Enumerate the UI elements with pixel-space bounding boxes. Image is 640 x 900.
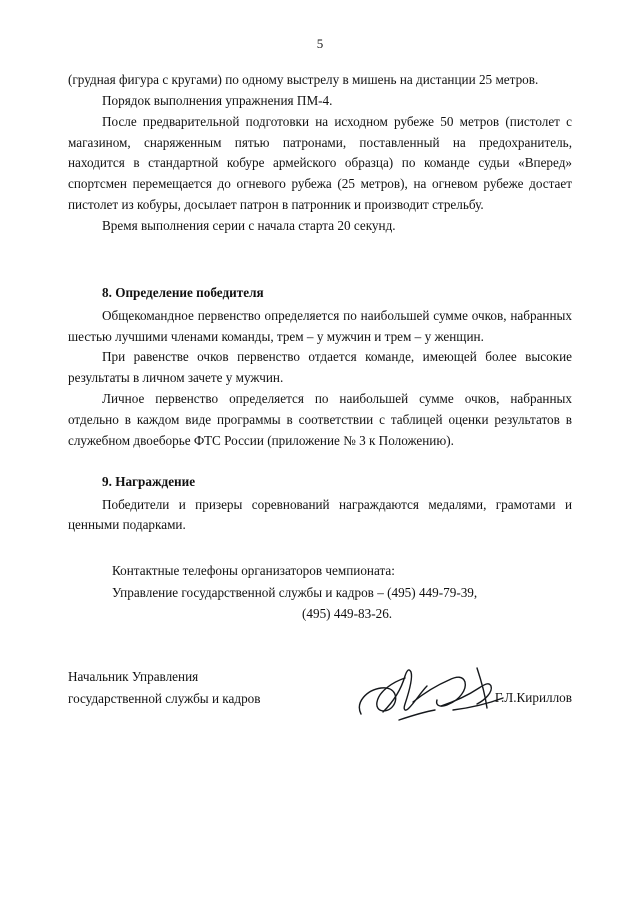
signatory-title-line-1: Начальник Управления [68,669,199,685]
paragraph: Личное первенство определяется по наибольшей сумме очков, набранных отдельно в каждом виде программы в соответствии с таблицей оценки результатов в служебном двоеборье ФТС России (приложение № 3 к Положению). [68,391,572,448]
paragraph: При равенстве очков первенство отдается команде, имеющей более высокие результаты в личном зачете у мужчин. [68,349,572,386]
spacer [68,237,572,263]
signature-block [68,666,572,756]
paragraph: Общекомандное первенство определяется по наибольшей сумме очков, набранных шестью лучшими членами команды, трем – у мужчин и трем – у женщин. [68,307,572,344]
document-body [68,70,572,756]
signatory-title-line-2: государственной службы и кадров [68,690,261,706]
paragraph: Порядок выполнения упражнения ПМ-4. [102,92,333,108]
signatory-title [68,666,338,709]
paragraph: (грудная фигура с кругами) по одному выстрелу в мишень на дистанции 25 метров. [68,72,539,87]
signatory-name: Г.Л.Кириллов [494,690,572,706]
contacts-block [68,560,572,624]
contacts-title: Контактные телефоны организаторов чемпионата: [112,563,395,579]
section-heading-9: 9. Награждение [102,473,196,489]
contacts-phone-line-1: Управление государственной службы и кадров – (495) 449-79-39, [112,584,478,600]
paragraph: После предварительной подготовки на исходном рубеже 50 метров (пистолет с магазином, снаряженным пятью патронами, поставленный на предохранитель, находится в стандартной кобуре армейского образца) по команде судьи «Вперед» спортсмен перемещается до огневого рубежа (25 метров), на огневом рубеже достает пистолет из кобуры, досылает патрон в патронник и производит стрельбу. [68,113,572,213]
contacts-phone-line-2: (495) 449-83-26. [302,606,393,622]
paragraph: Время выполнения серии с начала старта 20 секунд. [102,218,396,234]
paragraph: Победители и призеры соревнований награждаются медалями, грамотами и ценными подарками. [68,496,572,533]
page-number: 5 [316,36,324,51]
section-heading-8: 8. Определение победителя [102,284,264,300]
